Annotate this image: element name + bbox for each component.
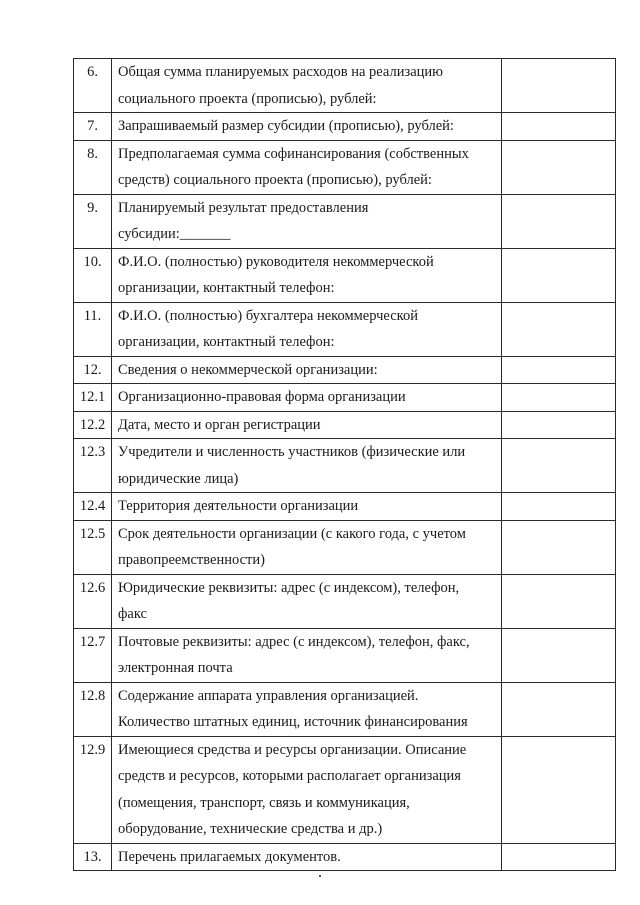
row-number: 11. [74, 302, 112, 356]
row-value-cell[interactable] [502, 843, 616, 871]
form-table-body [74, 59, 616, 871]
row-value-cell[interactable] [502, 384, 616, 412]
row-number: 12.2 [74, 411, 112, 439]
row-value-cell[interactable] [502, 356, 616, 384]
row-number: 8. [74, 140, 112, 194]
row-label: Почтовые реквизиты: адрес (с индексом), телефон, факс, электронная почта [112, 628, 502, 682]
row-number: 12.6 [74, 574, 112, 628]
row-value-cell[interactable] [502, 574, 616, 628]
row-label: Имеющиеся средства и ресурсы организации. Описание средств и ресурсов, которыми располагает организация (помещения, транспорт, связь и коммуникация, оборудование, технические средства и др.) [112, 736, 502, 843]
row-value-cell[interactable] [502, 439, 616, 493]
row-number: 13. [74, 843, 112, 871]
form-row [74, 59, 616, 113]
form-row [74, 384, 616, 412]
row-label: Запрашиваемый размер субсидии (прописью), рублей: [112, 113, 502, 141]
row-number: 12.3 [74, 439, 112, 493]
row-number: 12.1 [74, 384, 112, 412]
row-label: Предполагаемая сумма софинансирования (собственных средств) социального проекта (прописью), рублей: [112, 140, 502, 194]
row-number: 7. [74, 113, 112, 141]
row-label: Планируемый результат предоставления субсидии:_______ [112, 194, 502, 248]
form-row [74, 520, 616, 574]
form-row [74, 682, 616, 736]
scan-speck [319, 875, 321, 877]
form-row [74, 574, 616, 628]
row-value-cell[interactable] [502, 736, 616, 843]
form-row [74, 843, 616, 871]
form-row [74, 736, 616, 843]
row-value-cell[interactable] [502, 248, 616, 302]
form-row [74, 302, 616, 356]
row-value-cell[interactable] [502, 628, 616, 682]
row-label: Организационно-правовая форма организации [112, 384, 502, 412]
row-label: Общая сумма планируемых расходов на реализацию социального проекта (прописью), рублей: [112, 59, 502, 113]
row-label: Дата, место и орган регистрации [112, 411, 502, 439]
form-row [74, 628, 616, 682]
row-label: Перечень прилагаемых документов. [112, 843, 502, 871]
row-label: Ф.И.О. (полностью) руководителя некоммерческой организации, контактный телефон: [112, 248, 502, 302]
row-value-cell[interactable] [502, 302, 616, 356]
form-row [74, 411, 616, 439]
row-number: 12.9 [74, 736, 112, 843]
form-row [74, 194, 616, 248]
form-row [74, 439, 616, 493]
row-number: 12.7 [74, 628, 112, 682]
row-label: Содержание аппарата управления организацией. Количество штатных единиц, источник финансирования [112, 682, 502, 736]
row-label: Срок деятельности организации (с какого года, с учетом правопреемственности) [112, 520, 502, 574]
row-value-cell[interactable] [502, 59, 616, 113]
row-value-cell[interactable] [502, 682, 616, 736]
form-row [74, 493, 616, 521]
row-label: Юридические реквизиты: адрес (с индексом), телефон, факс [112, 574, 502, 628]
row-label: Ф.И.О. (полностью) бухгалтера некоммерческой организации, контактный телефон: [112, 302, 502, 356]
row-number: 12.4 [74, 493, 112, 521]
row-value-cell[interactable] [502, 520, 616, 574]
row-value-cell[interactable] [502, 194, 616, 248]
row-label: Сведения о некоммерческой организации: [112, 356, 502, 384]
row-value-cell[interactable] [502, 140, 616, 194]
row-number: 12.5 [74, 520, 112, 574]
row-number: 6. [74, 59, 112, 113]
row-label: Учредители и численность участников (физические или юридические лица) [112, 439, 502, 493]
row-number: 10. [74, 248, 112, 302]
row-value-cell[interactable] [502, 113, 616, 141]
row-number: 12. [74, 356, 112, 384]
form-row [74, 248, 616, 302]
application-form-table [73, 58, 616, 871]
row-label: Территория деятельности организации [112, 493, 502, 521]
row-number: 12.8 [74, 682, 112, 736]
form-row [74, 356, 616, 384]
row-value-cell[interactable] [502, 411, 616, 439]
row-number: 9. [74, 194, 112, 248]
form-row [74, 113, 616, 141]
form-row [74, 140, 616, 194]
row-value-cell[interactable] [502, 493, 616, 521]
